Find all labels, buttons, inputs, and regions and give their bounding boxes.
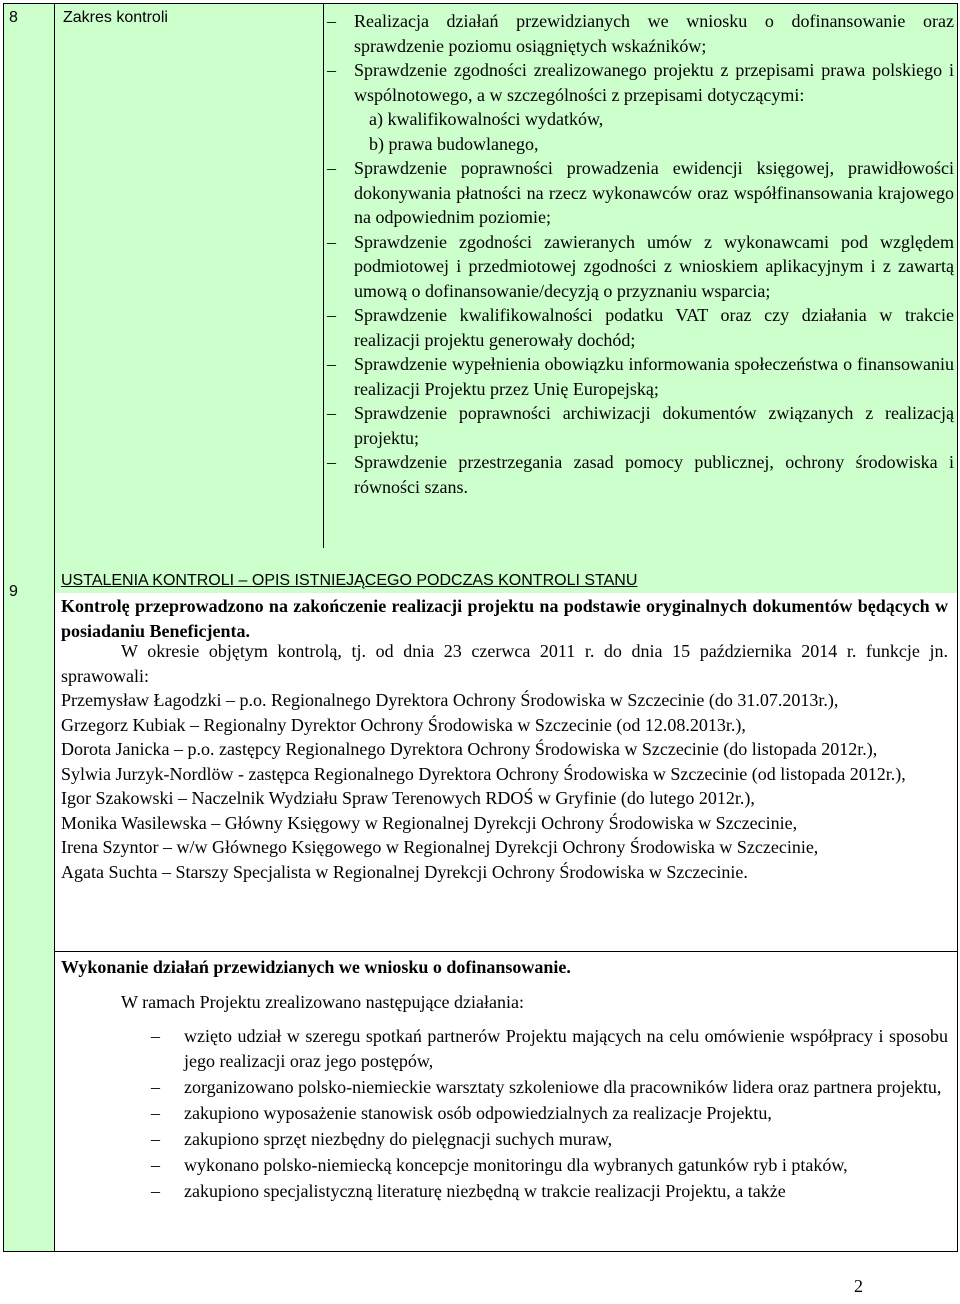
scope-item [324, 230, 954, 304]
activity-item-text: wzięto udział w szeregu spotkań partnerów Projektu mających na celu omówienie współpracy i sposobu jego realizacji oraz jego postępów, [184, 1026, 948, 1071]
scope-item [324, 156, 954, 230]
scope-item [324, 303, 954, 352]
section-title: Wykonanie działań przewidzianych we wniosku o dofinansowanie. [61, 957, 571, 977]
intro-text: Kontrolę przeprowadzono na zakończenie realizacji projektu na podstawie oryginalnych dokumentów będących w posiadaniu Beneficjenta. [61, 596, 948, 641]
activity-item-text: zakupiono sprzęt niezbędny do pielęgnacji suchych muraw, [184, 1128, 613, 1149]
activities-intro: W ramach Projektu zrealizowano następujące działania: [121, 992, 524, 1012]
person-entry: Irena Szyntor – w/w Głównego Księgowego w Regionalnej Dyrekcji Ochrony Środowiska w Szczecinie, [61, 837, 819, 857]
dash-bullet-icon: – [327, 60, 336, 80]
scope-list [324, 9, 954, 499]
dash-bullet-icon: – [151, 1026, 160, 1046]
people-list [61, 688, 948, 884]
activity-item [151, 1127, 948, 1152]
activity-item-text: wykonano polsko-niemiecką koncepcje monitoringu dla wybranych gatunków ryb i ptaków, [184, 1154, 848, 1175]
activity-item-text: zorganizowano polsko-niemieckie warsztaty szkoleniowe dla pracowników lidera oraz partnera projektu, [184, 1076, 942, 1097]
scope-item-text: Sprawdzenie przestrzegania zasad pomocy publicznej, ochrony środowiska i równości szans. [354, 452, 954, 497]
table-row-8 [3, 3, 958, 550]
scope-item [324, 352, 954, 401]
activity-item [151, 1075, 948, 1100]
activity-item [151, 1101, 948, 1126]
row-number: 8 [9, 9, 18, 26]
dash-bullet-icon: – [151, 1128, 160, 1149]
person-entry: Sylwia Jurzyk-Nordlöw - zastępca Regionalnego Dyrektora Ochrony Środowiska w Szczecinie (od listopada 2012r.), [61, 763, 906, 784]
activity-item [151, 1153, 948, 1178]
scope-item-text: Sprawdzenie poprawności archiwizacji dokumentów związanych z realizacją projektu; [354, 403, 954, 448]
section-heading: USTALENIA KONTROLI – OPIS ISTNIEJĄCEGO PODCZAS KONTROLI STANU [61, 572, 638, 589]
person-entry: Dorota Janicka – p.o. zastępcy Regionalnego Dyrektora Ochrony Środowiska w Szczecinie (do listopada 2012r.), [61, 739, 878, 759]
dash-bullet-icon: – [327, 305, 336, 325]
activity-item [151, 1179, 948, 1204]
table-row-9 [3, 548, 958, 1252]
dash-bullet-icon: – [327, 452, 336, 472]
scope-item-text: Sprawdzenie zgodności zrealizowanego projektu z przepisami prawa polskiego i wspólnotowego, a w szczególności z przepisami dotyczącymi: [354, 60, 954, 105]
row-label: Zakres kontroli [63, 9, 168, 26]
scope-item [324, 450, 954, 499]
person-entry: Monika Wasilewska – Główny Księgowy w Regionalnej Dyrekcji Ochrony Środowiska w Szczecinie, [61, 812, 798, 833]
person-entry: Igor Szakowski – Naczelnik Wydziału Spraw Terenowych RDOŚ w Gryfinie (do lutego 2012r.), [61, 788, 755, 808]
dash-bullet-icon: – [151, 1076, 160, 1097]
row-number: 9 [9, 583, 18, 600]
scope-item [324, 58, 954, 107]
person-entry: Agata Suchta – Starszy Specjalista w Regionalnej Dyrekcji Ochrony Środowiska w Szczecinie. [61, 861, 748, 882]
dash-bullet-icon: – [327, 158, 336, 178]
activities-list [151, 1024, 948, 1205]
scope-item [324, 9, 954, 58]
scope-subitem: a) kwalifikowalności wydatków, [369, 109, 604, 129]
scope-item-text: Sprawdzenie kwalifikowalności podatku VAT oraz czy działania w trakcie realizacji projektu generowały dochód; [354, 305, 954, 350]
row-number-cell [4, 4, 55, 549]
activity-item [151, 1024, 948, 1073]
dash-bullet-icon: – [151, 1102, 160, 1123]
dash-bullet-icon: – [327, 11, 336, 31]
activity-item-text: zakupiono wyposażenie stanowisk osób odpowiedzialnych za realizacje Projektu, [184, 1102, 772, 1123]
scope-item-text: Realizacja działań przewidzianych we wniosku o dofinansowanie oraz sprawdzenie poziomu osiągniętych wskaźników; [354, 11, 954, 56]
person-entry: Przemysław Łagodzki – p.o. Regionalnego Dyrektora Ochrony Środowiska w Szczecinie (do 31.07.2013r.), [61, 690, 839, 710]
scope-item-text: Sprawdzenie wypełnienia obowiązku informowania społeczeństwa o finansowaniu realizacji Projektu przez Unię Europejską; [354, 354, 954, 399]
period-text: W okresie objętym kontrolą, tj. od dnia 23 czerwca 2011 r. do dnia 15 października 2014 r. funkcje jn. sprawowali: [61, 641, 948, 686]
dash-bullet-icon: – [327, 231, 336, 252]
dash-bullet-icon: – [327, 354, 336, 374]
row-content-cell [55, 548, 957, 1251]
dash-bullet-icon: – [151, 1180, 160, 1201]
row-content-cell [324, 4, 957, 549]
activity-item-text: zakupiono specjalistyczną literaturę niezbędną w trakcie realizacji Projektu, a także [184, 1180, 786, 1201]
scope-item-text: Sprawdzenie zgodności zawieranych umów z wykonawcami pod względem podmiotowej i przedmiotowej zgodności z wnioskiem aplikacyjnym i z zawartą umową o dofinansowanie/decyzją o przyznaniu wsparcia; [354, 231, 954, 301]
row-label-cell [55, 4, 324, 549]
scope-item-text: Sprawdzenie poprawności prowadzenia ewidencji księgowej, prawidłowości dokonywania płatności na rzecz wykonawców oraz współfinansowania krajowego na odpowiednim poziomie; [354, 158, 954, 227]
page-number: 2 [854, 1276, 863, 1296]
person-entry: Grzegorz Kubiak – Regionalny Dyrektor Ochrony Środowiska w Szczecinie (od 12.08.2013r.), [61, 714, 746, 735]
scope-subitem: b) prawa budowlanego, [369, 133, 539, 154]
row-number-cell [4, 548, 55, 1251]
dash-bullet-icon: – [327, 403, 336, 423]
scope-item [324, 401, 954, 450]
dash-bullet-icon: – [151, 1154, 160, 1175]
divider [55, 951, 957, 952]
